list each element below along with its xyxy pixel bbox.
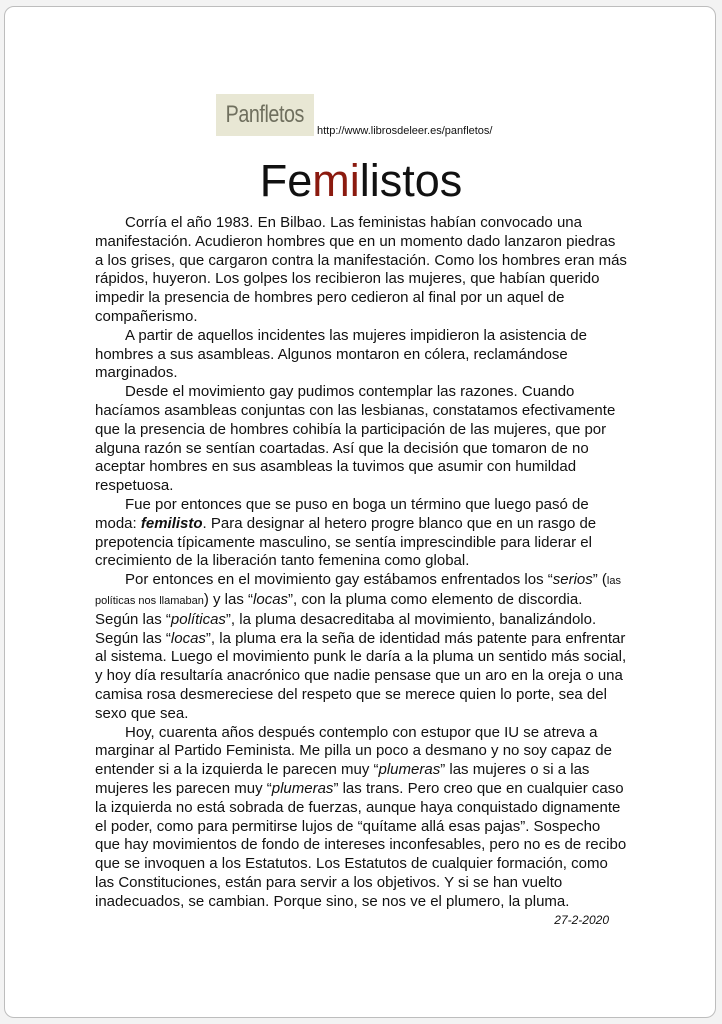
text-run: ) y las “ (203, 590, 254, 608)
italic-term: serios (552, 571, 593, 589)
paragraph-4 (95, 496, 627, 571)
text-run: Hoy, cuarenta años después contemplo con estupor que IU se atreva a marginar al Partido Feminista. Me pilla un poco a desmano y no soy capaz de entender si a la izquierda le parecen muy “ (95, 723, 612, 779)
text-run: ”, con la pluma como elemento de discordia. Según las “ (95, 590, 583, 628)
title-part-2: listos (359, 155, 463, 206)
italic-term: plumeras (378, 761, 441, 779)
article-body (95, 214, 627, 930)
text-run: . Para designar al hetero progre blanco que en un rasgo de prepotencia típicamente masculino, se sentía imprescindible para liderar el crecimiento de la liberación tanto femenina como global. (95, 514, 597, 570)
header-url: http://www.librosdeleer.es/panfletos/ (317, 125, 493, 137)
title-accent: mi (312, 155, 360, 206)
text-run: ” las mujeres o si a las mujeres les parecen muy “ (95, 761, 590, 797)
italic-term: locas (253, 590, 289, 608)
paragraph-2: A partir de aquellos incidentes las mujeres impidieron la asistencia de hombres a sus asambleas. Algunos montaron en cólera, reclamándose marginados. (95, 326, 587, 382)
page-title (5, 153, 716, 209)
text-run: ”, la pluma era la seña de identidad más patente para enfrentar al sistema. Luego el movimiento punk le daría a la pluma un sentido más social, y hoy día resultaría anacrónico que nadie pensase que un aro en la oreja o una camisa rosa desmereciese del respeto que se merece quien lo porte, sea del sexo que sea. (95, 629, 627, 722)
italic-term: plumeras (271, 779, 334, 797)
paragraph-6 (95, 723, 627, 928)
panfletos-logo (216, 94, 314, 136)
text-run: Fue por entonces que se puso en boga un término que luego pasó de moda: (95, 495, 589, 532)
article-date: 27-2-2020 (554, 913, 609, 928)
text-run: Por entonces en el movimiento gay estábamos enfrentados los “ (125, 571, 553, 589)
paragraph-1: Corría el año 1983. En Bilbao. Las feministas habían convocado una manifestación. Acudieron hombres que en un momento dado lanzaron piedras a los grises, que cargaron contra la manifestación. Como los hombres eran más rápidos, huyeron. Los golpes los recibieron las mujeres, que habían querido impedir la presencia de hombres pero cedieron al final por un aquel de compañerismo. (95, 214, 627, 325)
italic-term: locas (170, 629, 206, 647)
text-run: ” ( (592, 571, 607, 589)
small-aside: las políticas nos llamaban (95, 575, 621, 607)
italic-term: políticas (170, 610, 226, 628)
term-femilisto: femilisto (140, 514, 203, 532)
text-run: ”, la pluma desacreditaba al movimiento, banalizándolo. Según las “ (95, 610, 597, 647)
paragraph-3: Desde el movimiento gay pudimos contemplar las razones. Cuando hacíamos asambleas conjuntas con las lesbianas, constatamos efectivamente que la presencia de hombres cohibía la participación de las mujeres, que por alguna razón se sentían coartadas. Así que la decisión que tomaron de no aceptar hombres en sus asambleas la tuvimos que asumir con humildad respetuosa. (95, 383, 616, 495)
document-page (4, 6, 716, 1018)
text-run: ” las trans. Pero creo que en cualquier caso la izquierda no está sobrada de fuerzas, aunque haya conquistado dignamente el poder, como para permitirse lujos de “quítame allá esas pajas”. Sospecho que hay movimientos de fondo de intereses inconfesables, pero no es de recibo que se invoquen a los Estatutos. Los Estatutos de cualquier formación, como las Constituciones, están para servir a los objetivos. Y si se han vuelto inadecuados, se cambian. Porque sino, se nos ve el plumero, la pluma. (95, 779, 627, 910)
title-part-1: Fe (259, 155, 313, 206)
logo-text: Panfletos (225, 101, 305, 128)
paragraph-5 (95, 571, 627, 723)
